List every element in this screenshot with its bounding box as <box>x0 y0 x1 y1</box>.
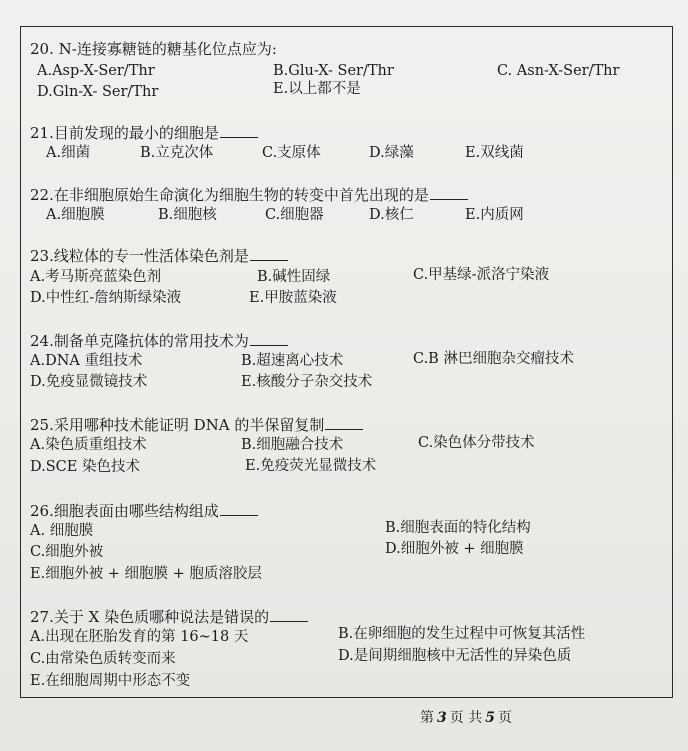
option-a: A.考马斯亮蓝染色剂 <box>30 269 162 285</box>
option-b: B.Glu-X- Ser/Thr <box>273 63 394 79</box>
page-prefix: 第 <box>420 710 434 726</box>
answer-blank <box>430 185 468 200</box>
option-b: B.在卵细胞的发生过程中可恢复其活性 <box>338 626 586 642</box>
option-b: B.立克次体 <box>140 145 214 161</box>
option-a: A.Asp-X-Ser/Thr <box>37 63 155 79</box>
option-d: D.绿藻 <box>369 145 414 161</box>
page-footer <box>420 707 512 727</box>
option-e: E.免疫荧光显微技术 <box>245 458 377 474</box>
question-stem: 27.关于 X 染色质哪种说法是错误的 <box>30 607 308 626</box>
page-mid: 页 共 <box>449 710 483 726</box>
option-e: E.以上都不是 <box>273 81 361 97</box>
option-c: C.甲基绿-派洛宁染液 <box>413 267 550 283</box>
option-b: B.碱性固绿 <box>257 269 331 285</box>
question-stem: 22.在非细胞原始生命演化为细胞生物的转变中首先出现的是 <box>30 185 468 204</box>
option-a: A.染色质重组技术 <box>30 437 147 453</box>
option-d: D.是间期细胞核中无活性的异染色质 <box>338 648 572 664</box>
option-b: B.超速离心技术 <box>241 353 344 369</box>
page-total: 5 <box>485 710 495 726</box>
option-e: E.双线菌 <box>465 145 524 161</box>
option-c: C. Asn-X-Ser/Thr <box>497 63 620 79</box>
option-d: D.中性红-詹纳斯绿染液 <box>30 290 182 306</box>
option-e: E.甲胺蓝染液 <box>249 290 337 306</box>
question-stem: 26.细胞表面由哪些结构组成 <box>30 501 258 520</box>
option-c: C.支原体 <box>262 145 321 161</box>
option-a: A.DNA 重组技术 <box>30 353 143 369</box>
option-a: A.出现在胚胎发育的第 16~18 天 <box>30 629 249 645</box>
answer-blank <box>250 246 288 261</box>
question-stem: 25.采用哪种技术能证明 DNA 的半保留复制 <box>30 415 363 434</box>
option-a: A.细胞膜 <box>46 207 105 223</box>
option-c: C.B 淋巴细胞杂交瘤技术 <box>413 351 574 367</box>
option-e: E.核酸分子杂交技术 <box>241 374 373 390</box>
option-d: D.SCE 染色技术 <box>30 459 140 475</box>
question-stem: 23.线粒体的专一性活体染色剂是 <box>30 246 288 265</box>
option-a: A. 细胞膜 <box>30 523 94 539</box>
question-stem: 21.目前发现的最小的细胞是 <box>30 123 258 142</box>
answer-blank <box>270 607 308 622</box>
answer-blank <box>220 123 258 138</box>
option-d: D.核仁 <box>369 207 414 223</box>
question-frame <box>20 26 673 698</box>
answer-blank <box>325 415 363 430</box>
option-c: C.细胞外被 <box>30 544 104 560</box>
option-d: D.细胞外被 + 细胞膜 <box>385 541 524 557</box>
option-c: C.细胞器 <box>265 207 324 223</box>
page-suffix: 页 <box>497 710 512 726</box>
option-b: B.细胞核 <box>158 207 217 223</box>
option-c: C.染色体分带技术 <box>418 435 535 451</box>
option-a: A.细菌 <box>46 145 91 161</box>
page-number: 3 <box>437 710 447 726</box>
option-c: C.由常染色质转变而来 <box>30 651 176 667</box>
answer-blank <box>220 501 258 516</box>
option-e: E.内质网 <box>465 207 524 223</box>
option-b: B.细胞表面的特化结构 <box>385 520 531 536</box>
option-d: D.免疫显微镜技术 <box>30 374 148 390</box>
option-d: D.Gln-X- Ser/Thr <box>37 84 159 100</box>
option-b: B.细胞融合技术 <box>241 437 344 453</box>
answer-blank <box>250 331 288 346</box>
option-e: E.细胞外被 + 细胞膜 + 胞质溶胶层 <box>30 566 262 582</box>
option-e: E.在细胞周期中形态不变 <box>30 673 191 689</box>
question-stem: 20. N-连接寡糖链的糖基化位点应为: <box>30 40 277 58</box>
question-stem: 24.制备单克隆抗体的常用技术为 <box>30 331 288 350</box>
